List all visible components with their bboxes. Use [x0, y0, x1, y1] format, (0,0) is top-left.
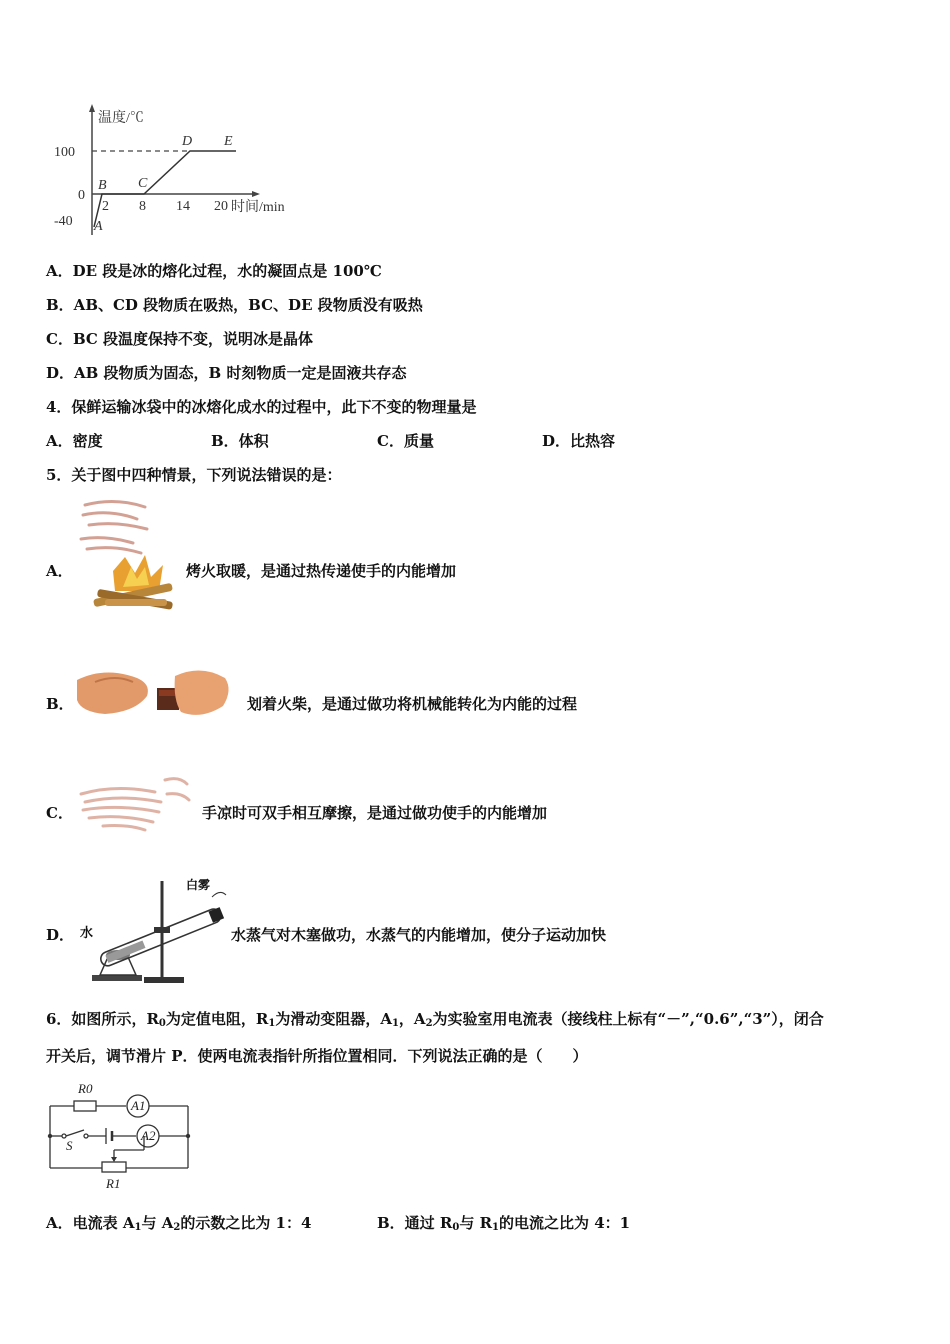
steam-test-tube-image: [74, 875, 234, 987]
y-tick-0: 0: [78, 188, 85, 203]
x-tick-14: 14: [176, 199, 190, 214]
temperature-time-graph: [50, 100, 330, 240]
point-b-label: B: [98, 178, 107, 193]
point-c-label: C: [138, 176, 148, 191]
q6-stem-line1: 6．如图所示，$R_0$为定值电阻，$R_1$为滑动变阻器，$A_1$，$A_2$为实验室用电流表（接线柱上标有“－”,“0.6”,“3”），闭合: [46, 1010, 824, 1029]
campfire-hands-image: [75, 495, 185, 617]
point-a-label: A: [94, 219, 103, 234]
point-d-label: D: [182, 134, 193, 149]
fog-label: 白雾: [186, 878, 211, 892]
x-tick-2: 2: [102, 199, 109, 214]
r1-label: R1: [106, 1176, 121, 1191]
q6-stem-line2: 开关后，调节滑片 P．使两电流表指针所指位置相同．下列说法正确的是（ ）: [46, 1047, 588, 1065]
q5-a-letter: A．: [46, 562, 73, 580]
x-tick-8: 8: [139, 199, 146, 214]
q4-option-d: D．比热容: [542, 432, 616, 450]
x-tick-20: 20: [214, 199, 228, 214]
r0-label: R0: [78, 1081, 93, 1096]
x-axis-label: 时间/min: [231, 200, 285, 215]
y-axis-label: 温度/℃: [98, 111, 144, 126]
q5-stem: 5．关于图中四种情景，下列说法错误的是：: [46, 466, 342, 484]
q3-option-a: A．DE 段是冰的熔化过程，水的凝固点是 100℃: [46, 262, 382, 280]
point-e-label: E: [224, 134, 233, 149]
circuit-diagram: [44, 1078, 204, 1193]
q4-option-c: C．质量: [377, 432, 434, 450]
q4-stem: 4．保鲜运输冰袋中的冰熔化成水的过程中，此下不变的物理量是: [46, 398, 477, 416]
striking-match-image: [75, 662, 233, 724]
q5-d-letter: D．: [46, 926, 75, 944]
q6-option-a: A．电流表 $A_1$与 $A_2$的示数之比为 1：4: [46, 1214, 312, 1233]
q4-option-b: B．体积: [211, 432, 269, 450]
y-tick-neg40: -40: [54, 214, 73, 229]
q5-c-text: 手凉时可双手相互摩擦，是通过做功使手的内能增加: [202, 804, 548, 822]
q3-option-d: D．AB 段物质为固态，B 时刻物质一定是固液共存态: [46, 364, 407, 382]
rubbing-hands-image: [75, 770, 195, 836]
q5-d-text: 水蒸气对木塞做功，水蒸气的内能增加，使分子运动加快: [231, 926, 607, 944]
a1-label: A1: [131, 1098, 146, 1113]
q3-option-b: B．AB、CD 段物质在吸热，BC、DE 段物质没有吸热: [46, 296, 423, 314]
q5-c-letter: C．: [46, 804, 73, 822]
q5-b-text: 划着火柴，是通过做功将机械能转化为内能的过程: [247, 695, 578, 713]
a2-label: A2: [141, 1128, 156, 1143]
q3-option-c: C．BC 段温度保持不变，说明冰是晶体: [46, 330, 314, 348]
q6-option-b: B．通过 $R_0$与 $R_1$的电流之比为 4：1: [377, 1214, 631, 1233]
q5-a-text: 烤火取暖，是通过热传递使手的内能增加: [186, 562, 457, 580]
s-label: S: [66, 1138, 73, 1153]
y-tick-100: 100: [54, 145, 75, 160]
q5-b-letter: B．: [46, 695, 74, 713]
water-label: 水: [80, 926, 94, 941]
q4-option-a: A．密度: [46, 432, 103, 450]
